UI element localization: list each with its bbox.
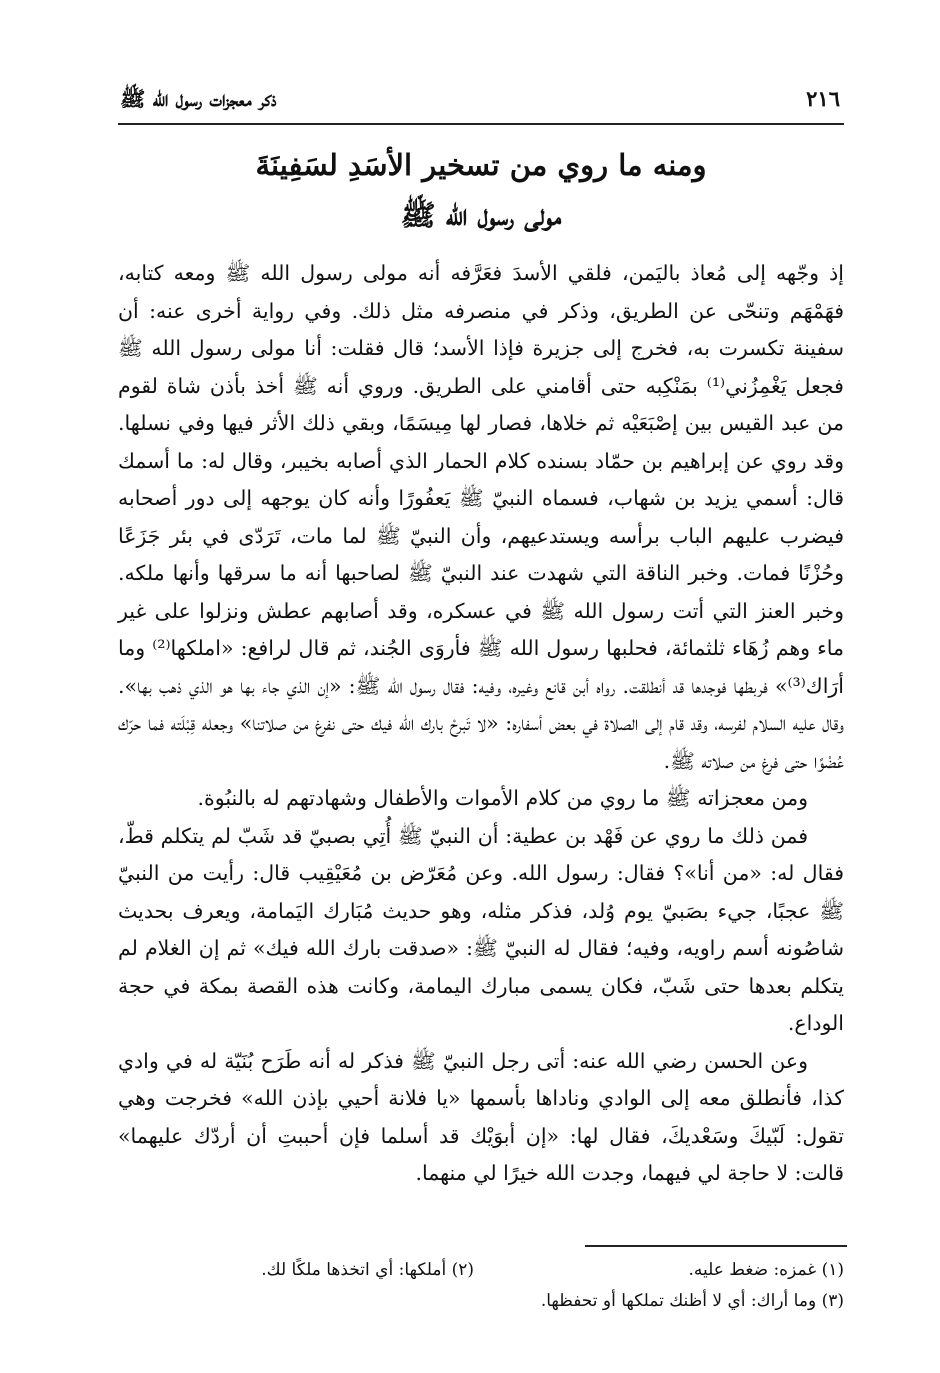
footnotes <box>118 1255 844 1317</box>
footnote-row-1 <box>118 1255 844 1286</box>
footnote-2: (٢) أملكها: أي اتخذها ملكًا لك. <box>261 1260 474 1280</box>
footnote-divider <box>585 1245 847 1247</box>
footnote-1: (١) غمزه: ضغط عليه. <box>688 1260 844 1280</box>
section-title-line-2: مولى رسول الله ﷺ <box>400 198 562 232</box>
paragraph-3: فمن ذلك ما روي عن فَهْد بن عطية: أن النبيّ ﷺ أُتِي بصبيّ قد شَبّ لم يتكلم قطّ، فقال له: «من أنا»؟ فقال: رسول الله. وعن مُعَرّض بن مُعَيْقِيب قال: رأيت من النبيّ ﷺ عجبًا، جيء بصَبيّ يوم وُلد، فذكر مثله، وهو حديث مُبَارك اليَمامة، ويعرف بحديث شاصُونه أسم راويه، وفيه؛ فقال له النبيّ ﷺ: «صدقت بارك الله فيك» ثم إن الغلام لم يتكلم بعدها حتى شَبّ، فكان يسمى مبارك اليمامة، وكانت هذه القصة بمكة في حجة الوداع. <box>118 823 844 1035</box>
body-text <box>118 255 844 1193</box>
header-divider <box>118 123 844 125</box>
paragraph-1: إذ وجّهه إلى مُعاذ باليَمن، فلقي الأسدَ فعَرَّفه أنه مولى رسول الله ﷺ ومعه كتابه، فهَمْهَم وتنحّى عن الطريق، وذكر في منصرفه مثل ذلك. وفي رواية أخرى عنه: أن سفينة تكسرت به، فخرج إلى جزيرة فإذا الأسد؛ قال فقلت: أنا مولى رسول الله ﷺ فجعل يَغْمِزُني⁽¹⁾ بمَنْكِبه حتى أقامني على الطريق. وروي أنه ﷺ أخذ بأذن شاة لقوم من عبد القيس بين إصْبَعَيْه ثم خلاها، فصار لها مِيسَمًا، وبقي ذلك الأثر فيها وفي نسلها. وقد روي عن إبراهيم بن حمّاد بسنده كلام الحمار الذي أصابه بخيبر، وقال له: ما أسمك قال: أسمي يزيد بن شهاب، فسماه النبيّ ﷺ يَعفُورًا وأنه كان يوجهه إلى دور أصحابه فيضرب عليهم الباب برأسه ويستدعيهم، وأن النبيّ ﷺ لما مات، تَرَدّى في بئر جَزَعًا وحُزْنًا فمات. وخبر الناقة التي شهدت عند النبيّ ﷺ لصاحبها أنه ما سرقها وأنها ملكه. وخبر العنز التي أتت رسول الله ﷺ في عسكره، وقد أصابهم عطش ونزلوا على غير ماء وهم زُهَاء ثلثمائة، فحلبها رسول الله ﷺ فأروَى الجُند، ثم قال لرافع: «املكها⁽²⁾ وما أرَاك⁽³⁾» فربطها فوجدها قد أنطلقت. رواه أبن قانع وغيره، وفيه: فقال رسول الله ﷺ: «إن الذي جاء بها هو الذي ذهب بها». وقال عليه السلام لفرسه، وقد قام إلى الصلاة في بعض أسفاره: «لا تَبرحْ بارك الله فيك حتى نفرغ من صلاتنا» وجعله قِبْلَته فما حرّك عُضْوًا حتى فرغ من صلاته ﷺ. <box>118 261 844 773</box>
running-title: ذكر معجزات رسول الله ﷺ <box>120 86 277 111</box>
footnote-3: (٣) وما أراك: أي لا أظنك تملكها أو تحفظها. <box>540 1291 844 1311</box>
page-header <box>120 86 840 120</box>
footnote-row-2 <box>118 1286 844 1317</box>
page-number: ٢١٦ <box>806 86 840 111</box>
paragraph-2: ومن معجزاته ﷺ ما روي من كلام الأموات والأطفال وشهادتهم له بالنبُوة. <box>197 786 808 810</box>
section-title-line-1: ومنه ما روي من تسخير الأسَدِ لسَفِينَةَ <box>255 148 707 182</box>
paragraph-4: وعن الحسن رضي الله عنه: أتى رجل النبيّ ﷺ فذكر له أنه طَرَح بُنَيّة له في وادي كذا، فأنطلق معه إلى الوادي وناداها بأسمها «يا فلانة أحيي بإذن الله» فخرجت وهي تقول: لَبّيكَ وسَعْديكَ، فقال لها: «إن أبوَيْك قد أسلما فإن أحببتِ أن أردّك عليهما» قالت: لا حاجة لي فيهما، وجدت الله خيرًا لي منهما. <box>118 1048 844 1185</box>
